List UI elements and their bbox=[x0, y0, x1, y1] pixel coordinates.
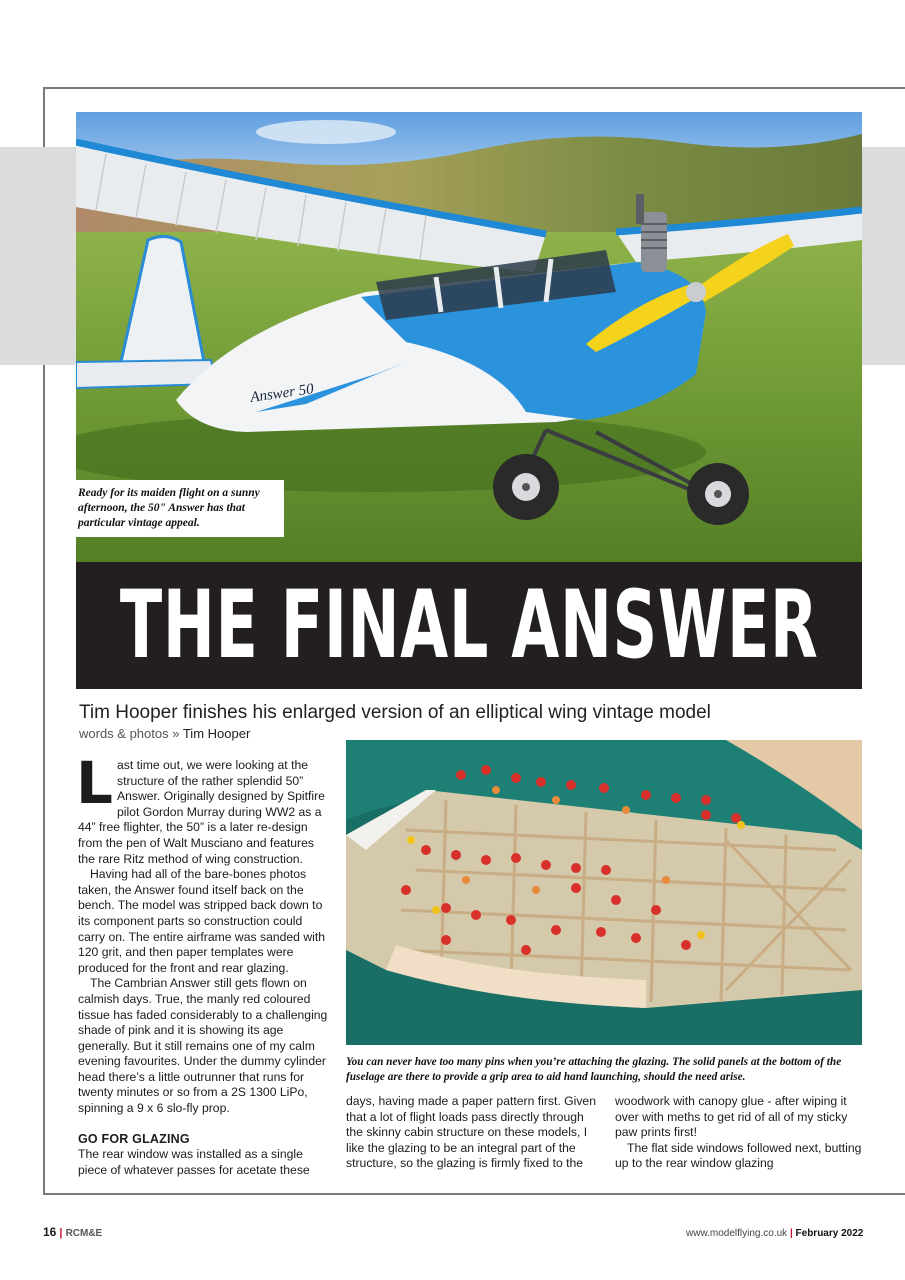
issue-date: February 2022 bbox=[795, 1228, 864, 1239]
column-2-text: days, having made a paper pattern first. Given that a lot of flight loads pass directly through the skinny cabin structure on these models, I like the glazing to be an integral part of the structure, so the glazing is firmly fixed to the bbox=[346, 1094, 596, 1171]
article-title: THE FINAL ANSWER bbox=[119, 570, 819, 680]
footer-left bbox=[43, 1225, 102, 1239]
body-column-2 bbox=[346, 1094, 596, 1172]
column-3-paragraph-2: The flat side windows followed next, butting up to the rear window glazing bbox=[615, 1140, 862, 1171]
paragraph-2: Having had all of the bare-bones photos taken, the Answer found itself back on the bench. The model was stripped back down to its component parts so construction could carry on. The entire airframe was sanded with 120 grit, and then paper templates were produced for the front and rear glazing. bbox=[78, 867, 326, 975]
footer-url[interactable]: www.modelflying.co.uk bbox=[686, 1228, 788, 1239]
title-banner bbox=[76, 562, 862, 689]
standfirst: Tim Hooper finishes his enlarged version of an elliptical wing vintage model bbox=[79, 702, 711, 723]
footer-right bbox=[686, 1228, 863, 1239]
body-column-3 bbox=[615, 1094, 862, 1172]
paragraph-4: The rear window was installed as a single piece of whatever passes for acetate these bbox=[78, 1147, 310, 1177]
byline bbox=[79, 726, 250, 741]
grey-tab-right bbox=[862, 147, 905, 365]
grey-tab-left bbox=[0, 147, 77, 365]
byline-author: Tim Hooper bbox=[182, 726, 251, 741]
glazing-photo bbox=[346, 740, 862, 1045]
body-column-1 bbox=[76, 749, 328, 1178]
subhead: GO FOR GLAZING bbox=[78, 1131, 190, 1146]
paragraph-1-text: ast time out, we were looking at the structure of the rather splendid 50” Answer. Originally designed by Spitfire pilot Gordon Murray during WW2 as a 44” free flighter, the 50” is a later re-design from the pen of Walt Musciano and features the rare Ritz method of wing construction. bbox=[78, 758, 325, 866]
footer-divider: | bbox=[59, 1227, 63, 1239]
magazine-name: RCM&E bbox=[65, 1228, 103, 1239]
column-3-paragraph-1: woodwork with canopy glue - after wiping it over with meths to get rid of all of my sticky paw prints first! bbox=[615, 1094, 848, 1140]
hero-caption: Ready for its maiden flight on a sunny afternoon, the 50" Answer has that particular vintage appeal. bbox=[76, 480, 284, 537]
paragraph-1 bbox=[76, 749, 328, 867]
drop-cap: L bbox=[76, 749, 113, 817]
fuselage-lettering: Answer 50 bbox=[249, 381, 315, 406]
paragraph-3: The Cambrian Answer still gets flown on calmish days. True, the manly red coloured tissue has faded considerably to a challenging shade of pink and it is showing its age generally. But it still remains one of my calm evening favourites. Under the dummy cylinder head there’s a little outrunner that runs for twenty minutes or so from a 2S 1300 LiPo, spinning a 9 x 6 slo-fly prop. bbox=[78, 976, 328, 1116]
glazing-photo-caption: You can never have too many pins when you’re attaching the glazing. The solid panels at the bottom of the fuselage are there to provide a grip area to aid hand launching, should the need arise. bbox=[346, 1056, 842, 1083]
byline-prefix: words & photos » bbox=[79, 726, 180, 741]
page-number: 16 bbox=[43, 1225, 57, 1239]
footer-divider-right: | bbox=[789, 1228, 793, 1239]
